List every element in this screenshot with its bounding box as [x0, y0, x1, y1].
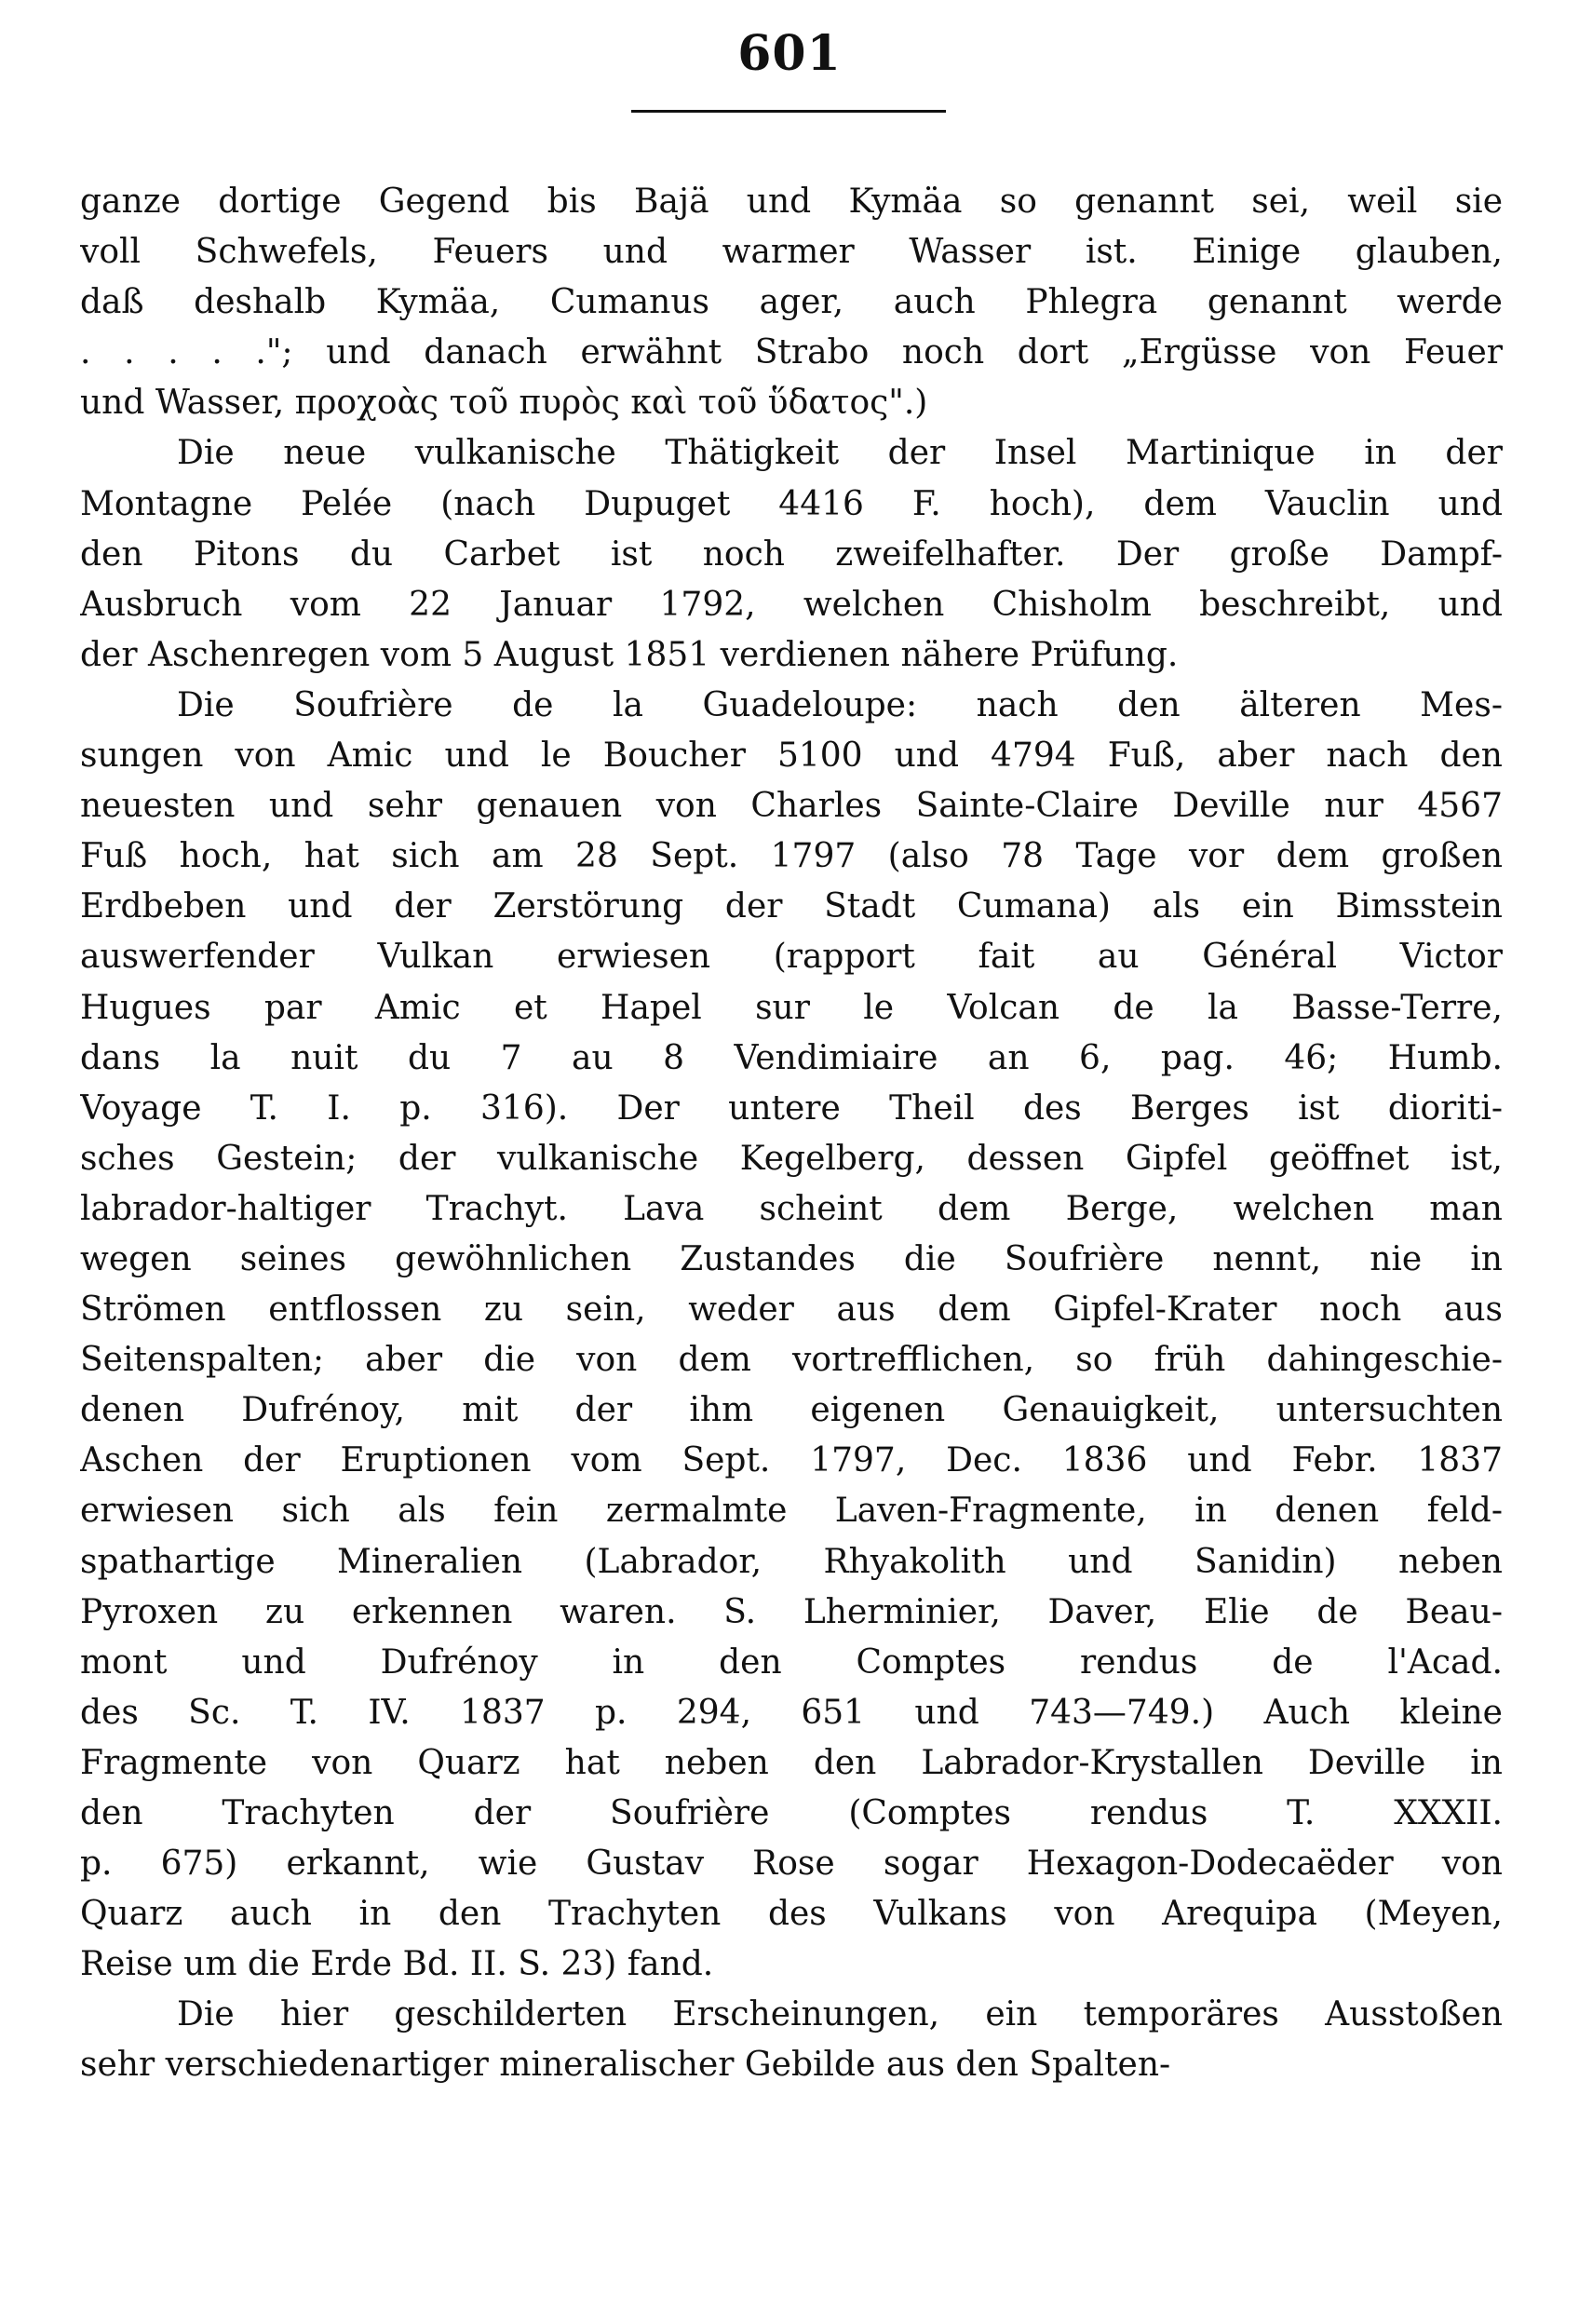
- text-line: neuesten und sehr genauen von Charles Sainte-Claire Deville nur 4567: [80, 787, 1503, 826]
- text-line: und Wasser, προχοὰς τοῦ πυρὸς καὶ τοῦ ὕδατος".): [80, 384, 928, 423]
- text-line: Erdbeben und der Zerstörung der Stadt Cumana) als ein Bimsstein: [80, 887, 1503, 926]
- text-line: . . . . ."; und danach erwähnt Strabo noch dort „Ergüsse von Feuer: [80, 333, 1503, 372]
- header-rule: [631, 110, 946, 113]
- text-line: Die hier geschilderten Erscheinungen, ein temporäres Ausstoßen: [177, 1995, 1503, 2034]
- text-line: Reise um die Erde Bd. II. S. 23) fand.: [80, 1945, 714, 1984]
- paragraph: [80, 177, 1503, 428]
- text-line: spathartige Mineralien (Labrador, Rhyakolith und Sanidin) neben: [80, 1542, 1503, 1581]
- text-line: Hugues par Amic et Hapel sur le Volcan de la Basse-Terre,: [80, 988, 1503, 1027]
- text-line: labrador-haltiger Trachyt. Lava scheint dem Berge, welchen man: [80, 1189, 1503, 1228]
- text-line: erwiesen sich als fein zermalmte Laven-Fragmente, in denen feld-: [80, 1492, 1503, 1531]
- paragraph: [80, 681, 1503, 1990]
- text-line: sehr verschiedenartiger mineralischer Gebilde aus den Spalten-: [80, 2046, 1171, 2085]
- text-line: wegen seines gewöhnlichen Zustandes die Soufrière nennt, nie in: [80, 1239, 1503, 1278]
- text-line: auswerfender Vulkan erwiesen (rapport fait au Général Victor: [80, 938, 1503, 977]
- text-line: Montagne Pelée (nach Dupuget 4416 F. hoch), dem Vauclin und: [80, 484, 1503, 523]
- text-line: der Aschenregen vom 5 August 1851 verdienen nähere Prüfung.: [80, 635, 1179, 674]
- text-line: mont und Dufrénoy in den Comptes rendus de l'Acad.: [80, 1642, 1503, 1682]
- text-line: ganze dortige Gegend bis Bajä und Kymäa so genannt sei, weil sie: [80, 182, 1503, 221]
- body-text: [80, 177, 1503, 2091]
- paragraph: [80, 1990, 1503, 2090]
- text-line: daß deshalb Kymäa, Cumanus ager, auch Phlegra genannt werde: [80, 283, 1503, 322]
- text-line: Pyroxen zu erkennen waren. S. Lherminier, Daver, Elie de Beau-: [80, 1592, 1503, 1631]
- text-line: den Pitons du Carbet ist noch zweifelhafter. Der große Dampf-: [80, 534, 1503, 574]
- page-number: 601: [737, 25, 842, 82]
- text-line: Fragmente von Quarz hat neben den Labrador-Krystallen Deville in: [80, 1743, 1503, 1782]
- text-line: sches Gestein; der vulkanische Kegelberg, dessen Gipfel geöffnet ist,: [80, 1139, 1503, 1178]
- text-line: Seitenspalten; aber die von dem vortrefflichen, so früh dahingeschie-: [80, 1341, 1503, 1380]
- text-line: Aschen der Eruptionen vom Sept. 1797, Dec. 1836 und Febr. 1837: [80, 1441, 1503, 1480]
- text-line: Strömen entflossen zu sein, weder aus dem Gipfel-Krater noch aus: [80, 1290, 1503, 1330]
- text-line: Voyage T. I. p. 316). Der untere Theil des Berges ist dioriti-: [80, 1088, 1503, 1128]
- text-line: Fuß hoch, hat sich am 28 Sept. 1797 (also 78 Tage vor dem großen: [80, 837, 1503, 876]
- text-line: sungen von Amic und le Boucher 5100 und 4794 Fuß, aber nach den: [80, 736, 1503, 776]
- text-line: des Sc. T. IV. 1837 p. 294, 651 und 743—749.) Auch kleine: [80, 1693, 1503, 1732]
- text-line: den Trachyten der Soufrière (Comptes rendus T. XXXII.: [80, 1794, 1503, 1832]
- text-line: Ausbruch vom 22 Januar 1792, welchen Chisholm beschreibt, und: [80, 585, 1503, 624]
- text-line: voll Schwefels, Feuers und warmer Wasser ist. Einige glauben,: [80, 233, 1503, 272]
- paragraph: [80, 428, 1503, 680]
- text-line: Quarz auch in den Trachyten des Vulkans von Arequipa (Meyen,: [80, 1895, 1503, 1934]
- text-line: denen Dufrénoy, mit der ihm eigenen Genauigkeit, untersuchten: [80, 1391, 1503, 1430]
- text-line: Die neue vulkanische Thätigkeit der Insel Martinique in der: [177, 434, 1503, 473]
- text-line: Die Soufrière de la Guadeloupe: nach den älteren Mes-: [177, 685, 1503, 724]
- text-line: p. 675) erkannt, wie Gustav Rose sogar Hexagon-Dodecaëder von: [80, 1844, 1503, 1884]
- text-line: dans la nuit du 7 au 8 Vendimiaire an 6, pag. 46; Humb.: [80, 1038, 1503, 1077]
